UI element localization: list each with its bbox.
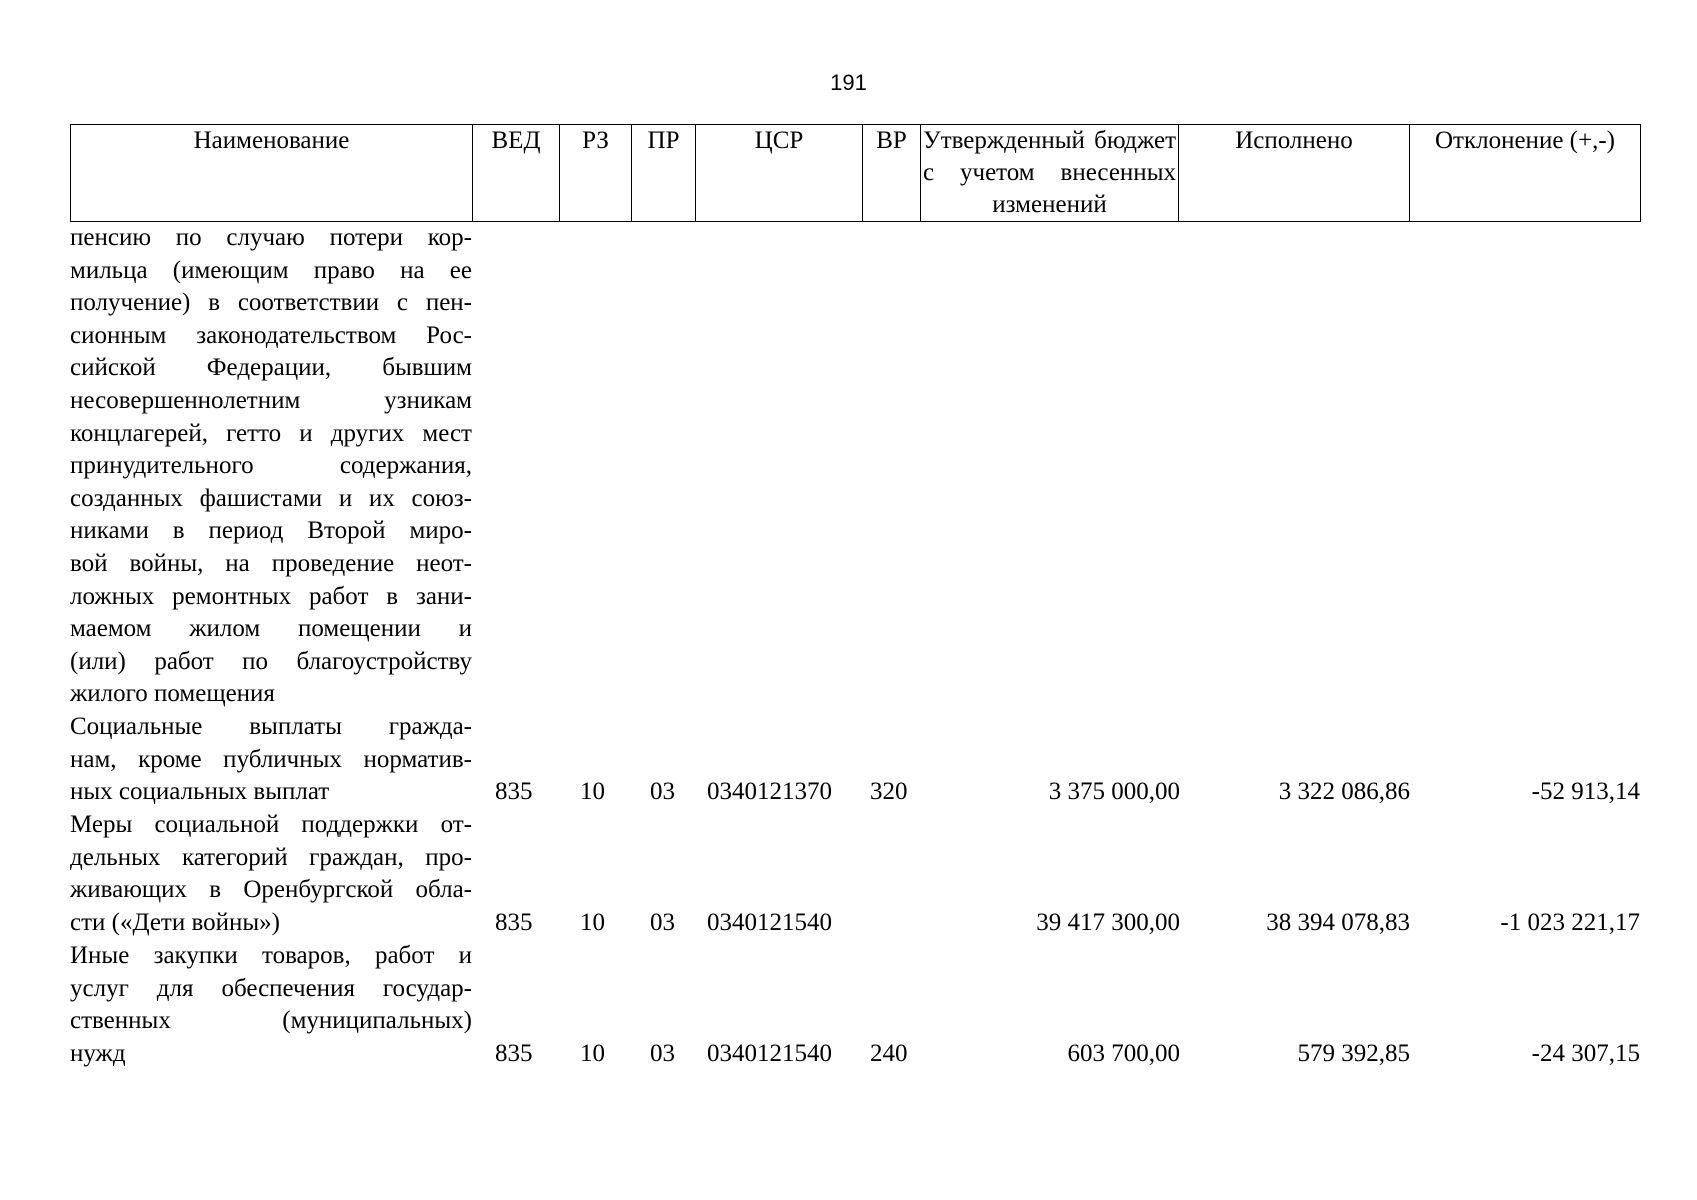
header-name: Наименование xyxy=(71,125,473,222)
table-header xyxy=(70,124,1641,222)
cell-budget: 603 700,00 xyxy=(1067,1040,1180,1068)
cell-executed: 38 394 078,83 xyxy=(1266,909,1410,937)
header-csr: ЦСР xyxy=(696,125,863,222)
cell-csr: 0340121370 xyxy=(707,778,832,806)
table-row xyxy=(70,809,1640,940)
row-name: Социальные выплаты гражда- нам, кроме публичных норматив- ных социальных выплат xyxy=(70,713,472,806)
row-name: Иные закупки товаров, работ и услуг для обеспечения государ- ственных (муниципальных) нужд xyxy=(70,942,472,1067)
cell-budget: 3 375 000,00 xyxy=(1048,778,1180,806)
table-row xyxy=(70,940,1640,1071)
cell-pr: 03 xyxy=(650,909,675,937)
header-executed: Исполнено xyxy=(1179,125,1410,222)
cell-executed: 3 322 086,86 xyxy=(1278,778,1410,806)
table-row xyxy=(70,711,1640,809)
cell-deviation: -52 913,14 xyxy=(1531,778,1640,806)
cell-deviation: -24 307,15 xyxy=(1531,1040,1640,1068)
cell-pr: 03 xyxy=(650,778,675,806)
table-row xyxy=(70,222,1640,711)
cell-rz: 10 xyxy=(580,909,605,937)
header-deviation: Отклонение (+,-) xyxy=(1410,125,1641,222)
header-rz: РЗ xyxy=(560,125,632,222)
cell-vr: 320 xyxy=(870,778,908,806)
cell-ved: 835 xyxy=(495,778,533,806)
row-name: пенсию по случаю потери кор- мильца (имеющим право на ее получение) в соответствии с пен- сионным законодательством Рос- сийской Федерации, бывшим несовершеннолетним узникам концлагерей, гетто и других мест принудительного содержания, созданных фашистами и их союз- никами в период Второй миро- вой войны, на проведение неот- ложных ремонтных работ в зани- маемом жилом помещении и (или) работ по благоустройству жилого помещения xyxy=(70,224,472,708)
cell-rz: 10 xyxy=(580,778,605,806)
header-vr: ВР xyxy=(863,125,921,222)
cell-ved: 835 xyxy=(495,909,533,937)
cell-executed: 579 392,85 xyxy=(1297,1040,1410,1068)
cell-vr: 240 xyxy=(870,1040,908,1068)
cell-deviation: -1 023 221,17 xyxy=(1500,909,1640,937)
page-number: 191 xyxy=(830,70,867,95)
cell-rz: 10 xyxy=(580,1040,605,1068)
header-ved: ВЕД xyxy=(473,125,560,222)
header-pr: ПР xyxy=(632,125,696,222)
cell-budget: 39 417 300,00 xyxy=(1036,909,1180,937)
cell-ved: 835 xyxy=(495,1040,533,1068)
cell-csr: 0340121540 xyxy=(707,1040,832,1068)
header-budget: Утвержденный бюджет с учетом внесенных изменений xyxy=(921,125,1179,222)
cell-pr: 03 xyxy=(650,1040,675,1068)
row-name: Меры социальной поддержки от- дельных категорий граждан, про- живающих в Оренбургской обла- сти («Дети войны») xyxy=(70,811,472,936)
cell-csr: 0340121540 xyxy=(707,909,832,937)
